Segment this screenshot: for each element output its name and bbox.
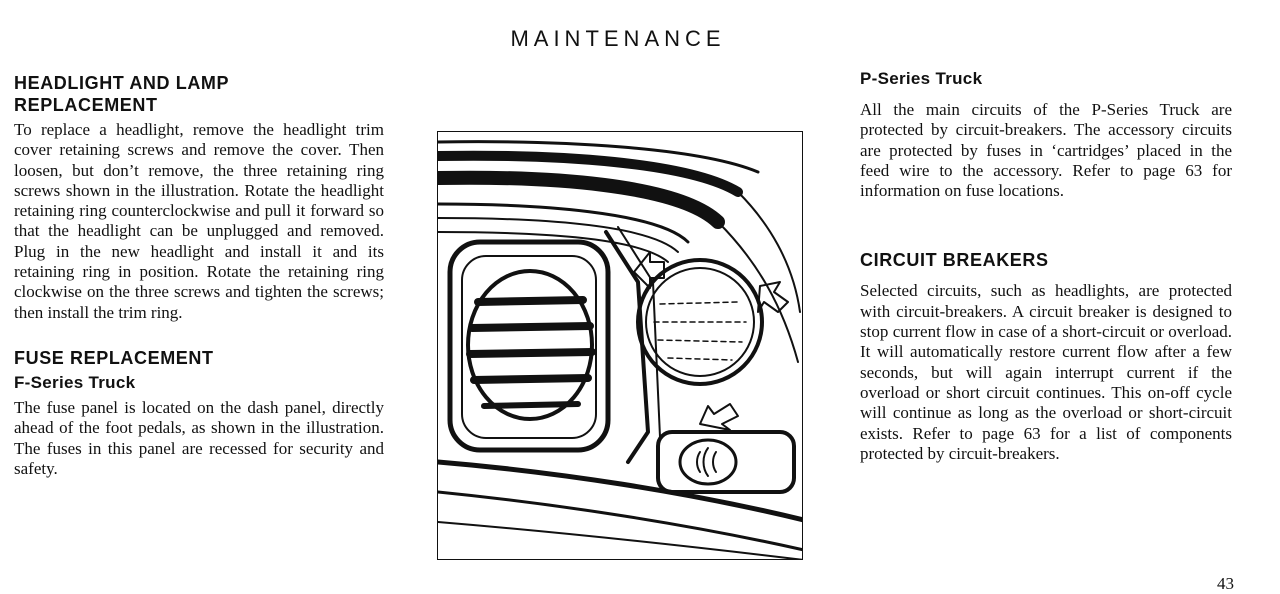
pseries-section (860, 68, 1232, 201)
fuse-subheading: F-Series Truck (14, 372, 136, 392)
headlight-drawing (438, 132, 803, 560)
fuse-heading: FUSE REPLACEMENT (14, 347, 214, 368)
breakers-section (860, 249, 1232, 464)
headlight-body: To replace a headlight, remove the headlight trim cover retaining screws and remove the cover. Then loosen, but don’t remove, the three retaining ring screws shown in the illustration. Rotate the headlight retaining ring counterclockwise and pull it forward so that the headlight can be unplugged and removed. Plug in the new headlight and install it and its retaining ring in position. Rotate the retaining ring clockwise on the three screws and tighten the screws; then install the trim ring. (14, 120, 384, 322)
left-column (14, 72, 384, 493)
pseries-body: All the main circuits of the P-Series Truck are protected by circuit-breakers. The accessory circuits are protected by fuses in ‘cartridges’ placed in the feed wire to the accessory. Refer to page 63 for information on fuse locations. (860, 100, 1232, 201)
breakers-body: Selected circuits, such as headlights, are protected with circuit-breakers. A circuit breaker is designed to stop current flow in case of a short-circuit or overload. It will automatically restore current flow after a few seconds, but will again interrupt current if the overload or short circuit continues. This on-off cycle will continue as long as the overload or short-circuit exists. Refer to page 63 for a list of components protected by circuit-breakers. (860, 281, 1232, 463)
fuse-section (14, 347, 384, 479)
headlight-heading-line2: REPLACEMENT (14, 95, 158, 115)
headlight-illustration (437, 131, 803, 560)
breakers-heading: CIRCUIT BREAKERS (860, 250, 1049, 271)
right-column (860, 68, 1232, 464)
page-title: MAINTENANCE (510, 26, 726, 51)
headlight-section (14, 72, 384, 323)
fuse-body: The fuse panel is located on the dash panel, directly ahead of the foot pedals, as shown in the illustration. The fuses in this panel are recessed for security and safety. (14, 397, 384, 478)
pseries-heading: P-Series Truck (860, 69, 983, 88)
page-number: 43 (1217, 574, 1234, 593)
headlight-heading-line1: HEADLIGHT AND LAMP (14, 73, 230, 93)
